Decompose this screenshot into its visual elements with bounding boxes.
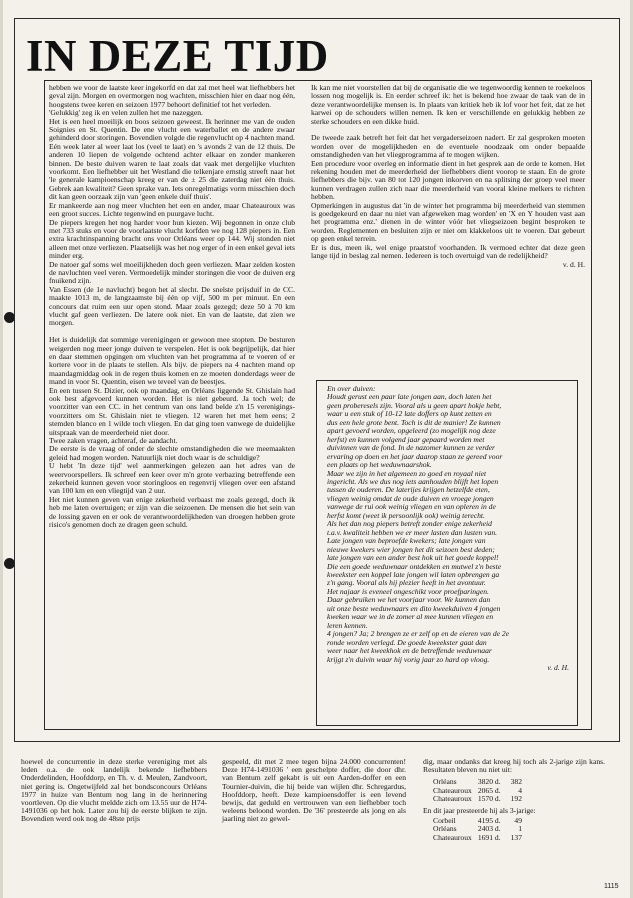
- bottom-column-2: [222, 758, 406, 824]
- result-place: Chateauroux: [433, 832, 472, 842]
- bottom-column-1-text: hoewel de concurrentie in deze sterke vereniging met als leden o.a. de ook landelijk bekende liefhebbers Onderdelinden, Hoofddorp, en Th. v. d. Meulen, Zandvoort, niet gering is. Ongetwijfeld zal het bondsconcours Orléans 1977 in huize van Bentum nog lang in de herinnering voortleven. Op die vlucht meldde zich om 13.55 uur de H74-1491036 op het hok. Later zou hij de eerste blijken te zijn. Bovendien werd ook nog de 48ste prijs: [21, 757, 207, 824]
- bottom-column-3: [423, 758, 605, 842]
- advice-line: Die een goede weduwnaar ontdekken en mutwel z'n beste: [327, 562, 502, 571]
- advice-line: ingericht. Als we dus nog iets aanhouden blijft het lopen: [327, 477, 499, 486]
- result-count: 3820 d.: [477, 777, 501, 787]
- advice-line: apart gevoerd worden, opgeleerd (zo mogelijk nog deze: [327, 427, 496, 436]
- advice-line: kweken waar we in de zomer al mee kunnen vliegen en: [327, 613, 494, 622]
- result-count: 4195 d.: [477, 816, 501, 826]
- result-place: Orléans: [433, 777, 457, 787]
- paragraph: De tweede zaak betreft het feit dat het vergaderseizoen nadert. Er zal gesproken moeten worden over de mogelijkheden en de eventuele noodzaak om onder bepaalde omstandigheden van het vliegprogramma af te mogen wijken.: [311, 133, 585, 160]
- paragraph: En een tussen St. Dizier, ook op maandag, en Orléans liggende St. Ghislain had ook best afgevoerd kunnen worden. Het is niet gebeurd. Ja toch wel; de voorzitter van een CC. in het centrum van ons land belde z'n 15 verenigings-voorzitters om St. Ghislain niet te vliegen. 12 waren het met hem eens; 2 stemden blanco en 1 wilde toch vliegen. En dat ging toen vanwege de duidelijke uitspraak van de meerderheid niet door.: [49, 385, 295, 437]
- results-heading-this-year: En dit jaar presteerde hij als 3-jarige:: [423, 806, 536, 816]
- advice-line: duivinnen van de fond. In de nazomer kunnen ze verder: [327, 444, 496, 453]
- bottom-column-3-intro: dig, maar ondanks dat kreeg hij toch als 2-jarige zijn kans. Resultaten bleven nu niet uit:: [423, 757, 605, 775]
- result-place: Chateauroux: [433, 793, 472, 803]
- advice-line: dus een hele grote bent. Toch is dit de manier! Ze kunnen: [327, 418, 501, 427]
- result-rank: 4: [518, 785, 522, 795]
- result-place: Orléans: [433, 824, 457, 834]
- scan-edge-left: [0, 0, 3, 898]
- result-place: Chateauroux: [433, 785, 472, 795]
- paragraph: De piepers kregen het nog harder voor hun kiezen. Wij begonnen in onze club met 733 stuks en voor de voorlaatste vlucht korfden we nog 128 piepers in. Een extra krachtinspanning bracht ons voor Orléans weer op 144. Wij stonden niet alleen met onze verliezen. Plaatselijk was het nog erger of in een enkel geval iets minder erg.: [49, 217, 295, 261]
- article-title: IN DEZE TIJD: [26, 31, 329, 81]
- paragraph: hebben we voor de laatste keer ingekorfd en dat zal met heel wat liefhebbers het geval zijn. Morgen en overmorgen nog wachten, misschien hier en daar nog één, hoogstens twee keren en seizoen 1977 behoort definitief tot het verleden.: [49, 83, 295, 109]
- advice-line: kweekster een koppel late jongen wil laten opbrengen ga: [327, 570, 500, 579]
- advice-line: vliegen weinig omdat de oude duiven en vroege jongen: [327, 494, 494, 503]
- result-row: [433, 834, 532, 842]
- paragraph: Het is een heel moeilijk en boos seizoen geweest. Ik herinner me van de ouden Soignies en St. Quentin. De ene vlucht een waterballet en de andere zwaar gehinderd door storingen. Bovendien volgde die regenvlucht op 4 nachten mand.: [49, 116, 295, 143]
- advice-line: herfst komt (weet ik persoonlijk ook) weinig terecht.: [327, 511, 485, 520]
- advice-line: weer naar het kweekhok en de betreffende weduwnaar: [327, 647, 492, 656]
- bottom-column-2-text: gespeeld, dit met 2 mee tegen bijna 24.000 concurrenten! Deze H74-1491036 ' een geschelpte doffer, die door dhr. van Bentum zelf gekabt is uit een Aarden-doffer en een Tournier-duivin, die hij beide van wijlen dhr. Schregardus, Hoofddorp, heeft. Deze kampioensdoffer is een levend bewijs, dat geduld en vertrouwen van een liefhebber toch weleens beloond worden. De '36' presteerde als jong en als jaarling niet zo gewel-: [222, 757, 406, 824]
- result-place: Corbeil: [433, 816, 456, 826]
- advice-line: ronde worden verlegd. De goede kweekster gaat dan: [327, 638, 487, 647]
- result-count: 2403 d.: [477, 824, 501, 834]
- paragraph: Van Essen (de 1e navlucht) begon het al slecht. De snelste prijsduif in de CC. maakte 1013 m, de langzaamste bij één op vijf, 500 m per minuut. En een concours dat ruim een uur open stond. Maar zoals gezegd; deze 50 à 70 km vlucht gaf geen verliezen. De latere ook niet. En van de laatste, dat zien we morgen.: [49, 284, 295, 328]
- paragraph: 'Gelukkig' zeg ik en velen zullen het me nazeggen.: [49, 108, 203, 118]
- advice-line: z'n gang. Vooral als hij plezier heeft in het avontuur.: [327, 579, 486, 588]
- advice-line: Daar gebruiken we het voorjaar voor. We kunnen dan: [327, 596, 491, 605]
- results-table-this-year: [433, 817, 532, 842]
- page-number: 1115: [604, 883, 619, 890]
- advice-line: tussen de ouderen. De laterijes krijgen hetzelfde eten,: [327, 486, 490, 495]
- right-column-text: [311, 84, 585, 261]
- advice-line: Late jongen van beproefde kwekers; late jongen van: [327, 537, 486, 546]
- advice-line: Maar we zijn in het algemeen zo goed en royaal niet: [327, 469, 487, 478]
- paragraph: Eén week later al weer laat los (veel te laat) en 's avonds 2 van de 12 thuis. De anderen 10 liepen de volgende ochtend achter elkaar en zonder mankeren binnen. De beste duiven waren te laat zoals dat vaak met dergelijke vluchten voorkomt. Een liefhebber uit het Westland die telkenjare ernstig streeft naar het 'le generale kampioenschap kreeg er van de ± 25 die zaterdag niet één thuis. Gebrek aan kwaliteit? Geen sprake van. Iets onregelmatigs vorm misschien doch dit kan geen oorzaak zijn van 'geen enkele duif thuis'.: [49, 141, 295, 202]
- paragraph: De natoer gaf soms wel moeilijkheden doch geen verliezen. Maar zelden kosten de navluchten veel veren. Vermoedelijk minder storingen die voor de duiven erg fnuikend zijn.: [49, 259, 295, 286]
- advice-line: waar u een stuk of 10-12 late doffers op kunt zetten en: [327, 410, 492, 419]
- advice-line: uit onze beste weduwnaars en dito kweekduiven 4 jongen: [327, 604, 501, 613]
- paragraph: Een procedure voor overleg en informatie dient in het gesprek aan de orde te komen. Het rekening houden met de meerderheid der liefhebbers dient voorop te staan. En de grote liefhebbers die bijv. van 80 tot 120 jongen inkorven en na splitsing der groep veel meer kunnen verdragen zullen zich naar die meerderheid van vooral kleine melkers te richten hebben.: [311, 158, 585, 202]
- bottom-column-1: [21, 758, 207, 824]
- right-column: [311, 84, 585, 269]
- left-column: [49, 84, 295, 530]
- advice-text: [327, 393, 569, 664]
- advice-signature: v. d. H.: [547, 662, 569, 672]
- advice-line: leren kennen.: [327, 621, 368, 630]
- result-count: 1570 d.: [477, 793, 501, 803]
- paragraph: Het niet kunnen geven van enige zekerheid verbaast me zoals gezegd, doch ik heb me laten overtuigen; er zijn van die seizoenen. De mensen die het sein van de lossing gaven en er ook de verantwoordelijkheden van droegen hebben grote risico's genomen doch ze dragen geen schuld.: [49, 494, 295, 530]
- advice-line: t.a.v. kwaliteit hebben we er meer lasten dan lusten van.: [327, 528, 498, 537]
- result-rank: 1: [518, 824, 522, 834]
- advice-line: Het najaar is eveneel ongeschikt voor proefparingen.: [327, 587, 489, 596]
- result-rank: 192: [510, 793, 522, 803]
- paragraph: Opmerkingen in augustus dat 'in de winter het programma bij meerderheid van stemmen is goedgekeurd en daar nu niet van afgeweken mag worden' en 'X en Y houden vast aan het programma enz.' dienen in de winter vóór het vliegseizoen begint besproken te worden. Reglementen en besluiten zijn er niet om klakkeloos uit te voeren. Dat gebeurt op geen enkel terrein.: [311, 200, 585, 244]
- paragraph: Er mankeerde aan nog meer vluchten het een en ander, maar Chateauroux was een groot succes. Lichte tegenwind en puurgave lucht.: [49, 200, 295, 219]
- results-table-previous: [433, 778, 532, 803]
- result-rank: 49: [514, 816, 522, 826]
- pigeon-advice-box: [316, 380, 578, 726]
- result-row: [433, 795, 532, 803]
- paragraph: De eerste is de vraag of onder de slechte omstandigheden die we meemaakten geleid had mogen worden. Natuurlijk niet doch waar is de schuldige?: [49, 444, 295, 462]
- advice-line: herfst) en kunnen volgend jaar gepaard worden met: [327, 435, 485, 444]
- paragraph: U hebt 'In deze tijd' wel aanmerkingen gelezen aan het adres van de weervoorspellers. Ik schreef een keer over m'n grote verbazing betreffende een zekerheid kunnen geven voor storingloos en regenvrij vliegen over een afstand van 100 km en een vliegtijd van 2 uur.: [49, 461, 295, 496]
- advice-line: 4 jongen? Ja; 2 brengen ze er zelf op en de eieren van de 2e: [327, 630, 510, 639]
- paragraph: Ik kan me niet voorstellen dat bij de organisatie die we tegenwoordig kennen te roekeloos lossen nog mogelijk is. En eerder schreef ik: het is bekend hoe zwaar de taak van de in deze verantwoordelijke mensen is. In plaats van kritiek heb ik lof voor het feit, dat ze het karwei op de schouders willen nemen. Ik ken er verschillende en gelukkig hebben ze sterke schouders en een dikke huid.: [311, 83, 585, 126]
- advice-line: krijgt z'n duivin waar hij vorig jaar zo hard op vloog.: [327, 655, 490, 664]
- advice-heading: En over duiven:: [327, 384, 376, 393]
- advice-line: Houdt gerust een paar late jongen aan, doch laten het: [327, 393, 492, 402]
- result-rank: 137: [510, 832, 522, 842]
- advice-line: een plaats op het weduwnaarshok.: [327, 461, 432, 470]
- result-rank: 382: [510, 777, 522, 787]
- advice-line: Als het dan nog piepers betreft zonder enige zekerheid: [327, 520, 492, 529]
- advice-line: vanwege de rui ook weinig vliegen en van opleren in de: [327, 503, 496, 512]
- result-count: 1691 d.: [477, 832, 501, 842]
- advice-line: ervaring op doen en het jaar daarop staan ze gereed voor: [327, 452, 503, 461]
- paragraph: Er is dus, meen ik, wel enige praatstof voorhanden. Ik vermoed echter dat deze geen lange tijd in beslag zal nemen. Iedereen is toch overtuigd van de redelijkheid?: [311, 242, 585, 261]
- advice-line: nieuwe kwekers wier jongen het dit seizoen best deden;: [327, 545, 495, 554]
- column-signature: v. d. H.: [562, 259, 585, 269]
- paragraph: Twee zaken vragen, achteraf, de aandacht.: [49, 436, 178, 446]
- paragraph: Het is duidelijk dat sommige verenigingen er gewoon mee stopten. De besturen weigerden nog meer jonge duiven te verspelen. Het is ook begrijpelijk, dat hier en daar stemmen opgingen om vluchten van het programma af te voeren of er kortere voor in de plaats te stellen. Als bijv. de piepers na 4 nachten mand op maandagmiddag ook in de regen thuis komen en ze moeten donderdags weer de mand in voor St. Quentin, eisen we teveel van de beestjes.: [49, 335, 295, 387]
- advice-line: geen proberesels zijn. Vooral als u geen apart hokje hebt,: [327, 401, 502, 410]
- advice-line: late jongen van een ander best hok uit het goede koppel!: [327, 554, 499, 563]
- result-count: 2065 d.: [477, 785, 501, 795]
